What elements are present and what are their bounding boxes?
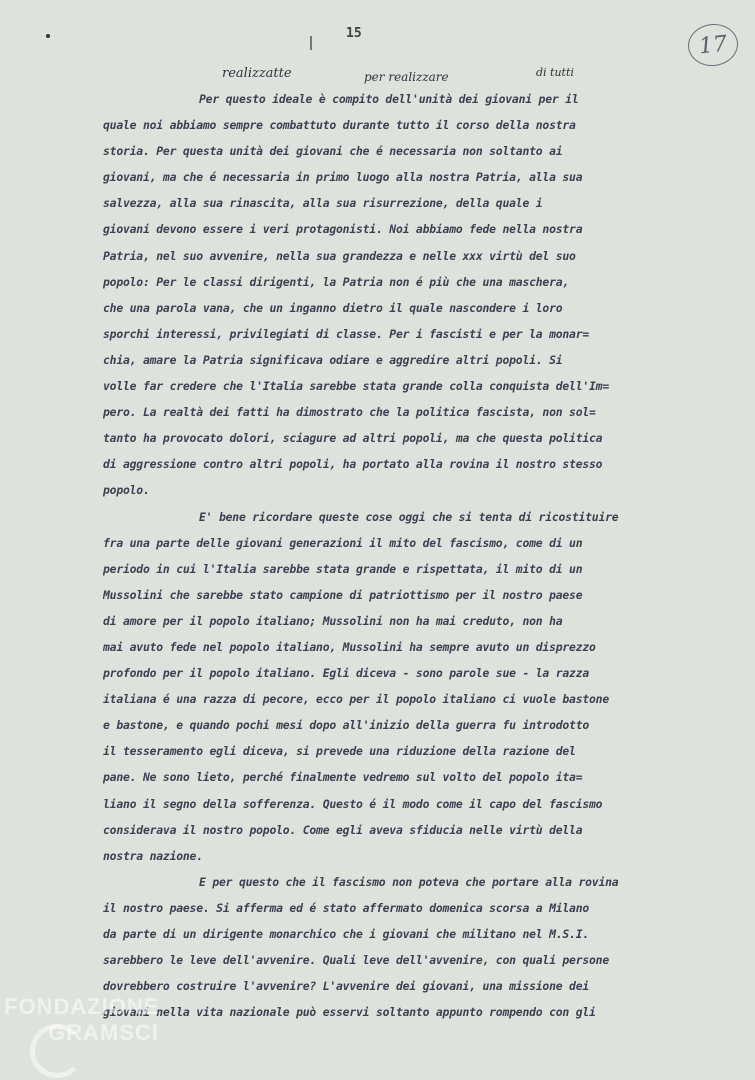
text-line: giovani devono essere i veri protagonisti. Noi abbiamo fede nella nostra (103, 222, 583, 237)
text-line: storia. Per questa unità dei giovani che é necessaria non soltanto ai (103, 144, 563, 159)
text-line: Mussolini che sarebbe stato campione di patriottismo per il nostro paese (103, 587, 583, 602)
text-line: giovani nella vita nazionale può esservi soltanto appunto rompendo con gli (103, 1005, 596, 1020)
archive-number-stamp: 17 (686, 22, 740, 69)
page-number: 15 (346, 26, 362, 41)
text-line: Patria, nel suo avvenire, nella sua grandezza e nelle xxx virtù del suo (103, 248, 576, 263)
text-line: E' bene ricordare queste cose oggi che si tenta di ricostituire (199, 509, 619, 524)
text-line: profondo per il popolo italiano. Egli diceva - sono parole sue - la razza (103, 666, 590, 681)
text-line: volle far credere che l'Italia sarebbe stata grande colla conquista dell'Im= (103, 379, 609, 394)
handwritten-note: di tutti (536, 66, 574, 79)
watermark-line: FONDAZIONE (4, 994, 160, 1019)
ink-mark (310, 36, 312, 50)
text-line: liano il segno della sofferenza. Questo é il modo come il capo del fascismo (103, 796, 603, 811)
typed-text-body (103, 86, 723, 1025)
text-line: pane. Ne sono lieto, perché finalmente vedremo sul volto del popolo ita= (103, 770, 583, 785)
text-line: chia, amare la Patria significava odiare e aggredire altri popoli. Si (103, 352, 563, 367)
text-line: salvezza, alla sua rinascita, alla sua risurrezione, della quale i (103, 196, 543, 211)
text-line: da parte di un dirigente monarchico che i giovani che militano nel M.S.I. (103, 927, 590, 941)
handwritten-note: per realizzare (364, 70, 449, 84)
text-line: quale noi abbiamo sempre combattuto durante tutto il corso della nostra (103, 118, 576, 133)
text-line: considerava il nostro popolo. Come egli aveva sfiducia nelle virtù della (103, 822, 583, 837)
text-line: mai avuto fede nel popolo italiano, Mussolini ha sempre avuto un disprezzo (103, 639, 596, 654)
text-line: sporchi interessi, privilegiati di classe. Per i fascisti e per la monar= (103, 326, 590, 341)
text-line: Per questo ideale è compito dell'unità dei giovani per il (199, 92, 579, 106)
text-line: nostra nazione. (103, 848, 203, 863)
text-line: periodo in cui l'Italia sarebbe stata grande e rispettata, il mito di un (103, 561, 583, 576)
handwritten-note: realizzatte (222, 66, 292, 81)
ink-mark (46, 34, 50, 38)
text-line: giovani, ma che é necessaria in primo luogo alla nostra Patria, alla sua (103, 170, 583, 185)
text-line: di aggressione contro altri popoli, ha portato alla rovina il nostro stesso (103, 457, 603, 472)
text-line: italiana é una razza di pecore, ecco per il popolo italiano ci vuole bastone (103, 692, 609, 707)
text-line: tanto ha provocato dolori, sciagure ad altri popoli, ma che questa politica (103, 431, 603, 446)
text-line: fra una parte delle giovani generazioni il mito del fascismo, come di un (103, 535, 583, 550)
text-line: di amore per il popolo italiano; Mussolini non ha mai creduto, non ha (103, 613, 563, 628)
text-line: il nostro paese. Si afferma ed é stato affermato domenica scorsa a Milano (103, 900, 590, 915)
text-line: popolo: Per le classi dirigenti, la Patria non é più che una maschera, (103, 274, 570, 289)
text-line: e bastone, e quando pochi mesi dopo all'inizio della guerra fu introdotto (103, 718, 590, 733)
text-line: che una parola vana, che un inganno dietro il quale nascondere i loro (103, 300, 563, 315)
text-line: sarebbero le leve dell'avvenire. Quali leve dell'avvenire, con quali persone (103, 953, 609, 968)
text-line: dovrebbero costruire l'avvenire? L'avvenire dei giovani, una missione dei (103, 979, 590, 994)
text-line: pero. La realtà dei fatti ha dimostrato che la politica fascista, non sol= (103, 405, 596, 420)
text-line: E per questo che il fascismo non poteva che portare alla rovina (199, 874, 619, 889)
text-line: il tesseramento egli diceva, si prevede una riduzione della razione del (103, 744, 576, 759)
watermark-line: GRAMSCI (48, 1020, 159, 1045)
text-line: popolo. (103, 483, 150, 498)
watermark (4, 996, 159, 1044)
